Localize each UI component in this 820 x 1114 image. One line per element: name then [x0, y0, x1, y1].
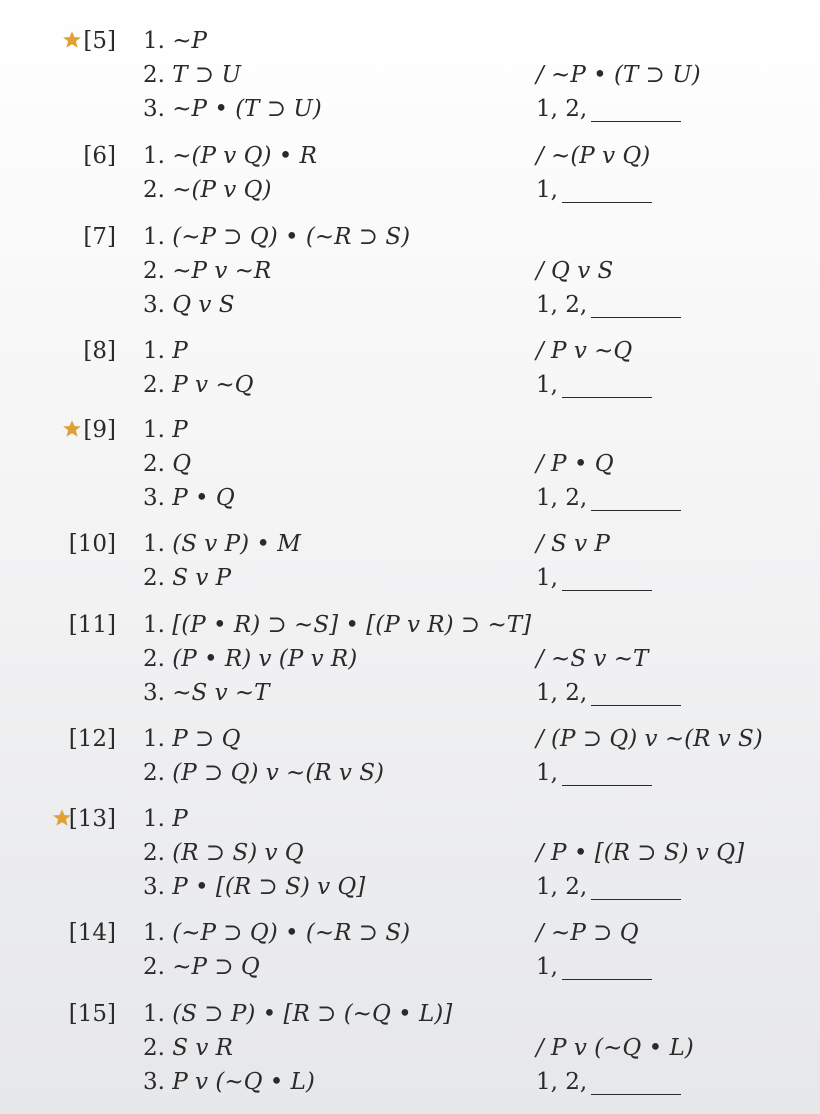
conclusion-text: / ~P ⊃ Q	[536, 920, 639, 946]
cited-lines: 1,	[536, 177, 558, 203]
formula-text: ~P v ~R	[172, 258, 272, 284]
line-formula	[143, 997, 452, 1031]
line-formula	[143, 870, 365, 904]
formula-text: (P ⊃ Q) v ~(R v S)	[172, 760, 384, 786]
problem-5	[0, 24, 820, 126]
line-number: 1.	[143, 531, 165, 557]
line-number: 2.	[143, 258, 165, 284]
formula-text: P	[172, 338, 188, 364]
line-number: 3.	[143, 1069, 165, 1095]
conclusion	[536, 58, 701, 92]
line-number: 1.	[143, 417, 165, 443]
proof-line	[0, 92, 820, 126]
line-number: 3.	[143, 485, 165, 511]
cited-lines: 1, 2,	[536, 485, 588, 511]
problem-13	[0, 802, 820, 904]
rule-answer-blank[interactable]	[591, 295, 681, 318]
line-formula	[143, 802, 188, 836]
cited-lines: 1,	[536, 565, 558, 591]
formula-text: P	[172, 417, 188, 443]
formula-text: ~P	[172, 28, 208, 54]
formula-text: P v (~Q • L)	[172, 1069, 315, 1095]
conclusion-text: / P • Q	[536, 451, 614, 477]
conclusion	[536, 722, 763, 756]
formula-text: P v ~Q	[172, 372, 254, 398]
justification	[536, 368, 652, 402]
justification	[536, 950, 652, 984]
proof-line	[0, 368, 820, 402]
line-number: 2.	[143, 840, 165, 866]
line-formula	[143, 1065, 315, 1099]
problem-number: [12]	[68, 726, 116, 752]
proof-line	[0, 561, 820, 595]
cited-lines: 1, 2,	[536, 1069, 588, 1095]
line-number: 2.	[143, 372, 165, 398]
problem-10	[0, 527, 820, 595]
proof-line	[0, 139, 820, 173]
justification	[536, 1065, 681, 1099]
line-number: 3.	[143, 96, 165, 122]
formula-text: P • [(R ⊃ S) v Q]	[172, 874, 366, 900]
problem-9	[0, 413, 820, 515]
line-number: 1.	[143, 1001, 165, 1027]
line-formula	[143, 1031, 233, 1065]
conclusion-text: / P v ~Q	[536, 338, 633, 364]
line-formula	[143, 608, 531, 642]
formula-text: ~S v ~T	[172, 680, 270, 706]
line-number: 1.	[143, 143, 165, 169]
rule-answer-blank[interactable]	[591, 683, 681, 706]
proof-line	[0, 608, 820, 642]
problem-12	[0, 722, 820, 790]
line-number: 3.	[143, 292, 165, 318]
proof-line	[0, 676, 820, 710]
problem-number: [15]	[68, 1001, 116, 1027]
problem-11	[0, 608, 820, 710]
line-formula	[143, 58, 241, 92]
problem-14	[0, 916, 820, 984]
line-formula	[143, 288, 235, 322]
justification	[536, 870, 681, 904]
justification	[536, 92, 681, 126]
conclusion-text: / P • [(R ⊃ S) v Q]	[536, 840, 745, 866]
formula-text: Q	[172, 451, 192, 477]
line-formula	[143, 836, 304, 870]
problem-number: [5]	[83, 28, 116, 54]
formula-text: [(P • R) ⊃ ~S] • [(P v R) ⊃ ~T]	[172, 612, 532, 638]
formula-text: T ⊃ U	[172, 62, 241, 88]
conclusion	[536, 254, 613, 288]
problem-number: [13]	[68, 806, 116, 832]
formula-text: (S ⊃ P) • [R ⊃ (~Q • L)]	[172, 1001, 453, 1027]
proof-line	[0, 802, 820, 836]
conclusion-text: / (P ⊃ Q) v ~(R v S)	[536, 726, 763, 752]
line-formula	[143, 916, 410, 950]
rule-answer-blank[interactable]	[591, 877, 681, 900]
justification	[536, 481, 681, 515]
justification	[536, 288, 681, 322]
line-formula	[143, 139, 317, 173]
cited-lines: 1, 2,	[536, 96, 588, 122]
proof-line	[0, 870, 820, 904]
line-formula	[143, 173, 271, 207]
conclusion	[536, 334, 632, 368]
proof-line	[0, 173, 820, 207]
conclusion-text: / ~S v ~T	[536, 646, 649, 672]
line-number: 2.	[143, 760, 165, 786]
conclusion	[536, 139, 650, 173]
proof-line	[0, 950, 820, 984]
line-formula	[143, 254, 271, 288]
line-number: 2.	[143, 954, 165, 980]
problem-number: [14]	[68, 920, 116, 946]
rule-answer-blank[interactable]	[591, 1072, 681, 1095]
formula-text: S v R	[172, 1035, 233, 1061]
formula-text: ~P • (T ⊃ U)	[172, 96, 322, 122]
line-number: 2.	[143, 646, 165, 672]
proof-line	[0, 756, 820, 790]
problem-number: [6]	[83, 143, 116, 169]
problem-number: [11]	[68, 612, 116, 638]
problem-number: [10]	[68, 531, 116, 557]
line-number: 1.	[143, 920, 165, 946]
line-number: 1.	[143, 726, 165, 752]
line-formula	[143, 561, 231, 595]
line-formula	[143, 334, 188, 368]
line-number: 3.	[143, 874, 165, 900]
cited-lines: 1,	[536, 372, 558, 398]
rule-answer-blank[interactable]	[562, 957, 652, 980]
line-formula	[143, 447, 191, 481]
formula-text: ~P ⊃ Q	[172, 954, 260, 980]
cited-lines: 1, 2,	[536, 680, 588, 706]
proof-line	[0, 447, 820, 481]
rule-answer-blank[interactable]	[562, 568, 652, 591]
justification	[536, 173, 652, 207]
problem-number: [9]	[83, 417, 116, 443]
formula-text: (~P ⊃ Q) • (~R ⊃ S)	[172, 920, 411, 946]
proof-line	[0, 997, 820, 1031]
proof-line	[0, 1065, 820, 1099]
line-formula	[143, 722, 241, 756]
conclusion	[536, 447, 614, 481]
justification	[536, 561, 652, 595]
formula-text: P ⊃ Q	[172, 726, 241, 752]
line-formula	[143, 481, 235, 515]
line-number: 1.	[143, 612, 165, 638]
proof-line	[0, 288, 820, 322]
proof-line	[0, 220, 820, 254]
line-formula	[143, 676, 270, 710]
line-number: 2.	[143, 1035, 165, 1061]
line-formula	[143, 368, 253, 402]
line-formula	[143, 220, 410, 254]
formula-text: (P • R) v (P v R)	[172, 646, 358, 672]
rule-answer-blank[interactable]	[562, 180, 652, 203]
problem-number: [8]	[83, 338, 116, 364]
problem-8	[0, 334, 820, 402]
line-formula	[143, 756, 384, 790]
proof-line	[0, 642, 820, 676]
line-number: 2.	[143, 177, 165, 203]
line-number: 1.	[143, 28, 165, 54]
cited-lines: 1, 2,	[536, 874, 588, 900]
line-number: 2.	[143, 451, 165, 477]
rule-answer-blank[interactable]	[591, 488, 681, 511]
formula-text: Q v S	[172, 292, 235, 318]
proof-line	[0, 722, 820, 756]
proof-line	[0, 916, 820, 950]
line-formula	[143, 950, 260, 984]
proof-line	[0, 58, 820, 92]
line-number: 2.	[143, 565, 165, 591]
conclusion-text: / S v P	[536, 531, 610, 557]
conclusion-text: / ~P • (T ⊃ U)	[536, 62, 701, 88]
formula-text: P	[172, 806, 188, 832]
problem-number: [7]	[83, 224, 116, 250]
formula-text: (S v P) • M	[172, 531, 301, 557]
formula-text: ~(P v Q) • R	[172, 143, 317, 169]
line-formula	[143, 92, 322, 126]
cited-lines: 1, 2,	[536, 292, 588, 318]
line-number: 1.	[143, 338, 165, 364]
line-number: 1.	[143, 806, 165, 832]
formula-text: (~P ⊃ Q) • (~R ⊃ S)	[172, 224, 411, 250]
proof-line	[0, 481, 820, 515]
proof-line	[0, 527, 820, 561]
rule-answer-blank[interactable]	[562, 375, 652, 398]
line-formula	[143, 642, 357, 676]
conclusion	[536, 916, 639, 950]
formula-text: P • Q	[172, 485, 235, 511]
conclusion	[536, 1031, 694, 1065]
problem-15	[0, 997, 820, 1099]
line-formula	[143, 24, 207, 58]
proof-line	[0, 836, 820, 870]
formula-text: S v P	[172, 565, 232, 591]
rule-answer-blank[interactable]	[562, 763, 652, 786]
cited-lines: 1,	[536, 954, 558, 980]
cited-lines: 1,	[536, 760, 558, 786]
line-number: 1.	[143, 224, 165, 250]
line-formula	[143, 413, 188, 447]
conclusion	[536, 527, 610, 561]
proof-line	[0, 254, 820, 288]
proof-line	[0, 413, 820, 447]
line-number: 3.	[143, 680, 165, 706]
conclusion	[536, 836, 744, 870]
conclusion-text: / P v (~Q • L)	[536, 1035, 694, 1061]
conclusion	[536, 642, 648, 676]
line-number: 2.	[143, 62, 165, 88]
formula-text: ~(P v Q)	[172, 177, 272, 203]
formula-text: (R ⊃ S) v Q	[172, 840, 304, 866]
proof-line	[0, 334, 820, 368]
problem-7	[0, 220, 820, 322]
rule-answer-blank[interactable]	[591, 99, 681, 122]
justification	[536, 756, 652, 790]
justification	[536, 676, 681, 710]
problem-6	[0, 139, 820, 207]
conclusion-text: / Q v S	[536, 258, 614, 284]
conclusion-text: / ~(P v Q)	[536, 143, 651, 169]
line-formula	[143, 527, 301, 561]
proof-line	[0, 24, 820, 58]
proof-line	[0, 1031, 820, 1065]
